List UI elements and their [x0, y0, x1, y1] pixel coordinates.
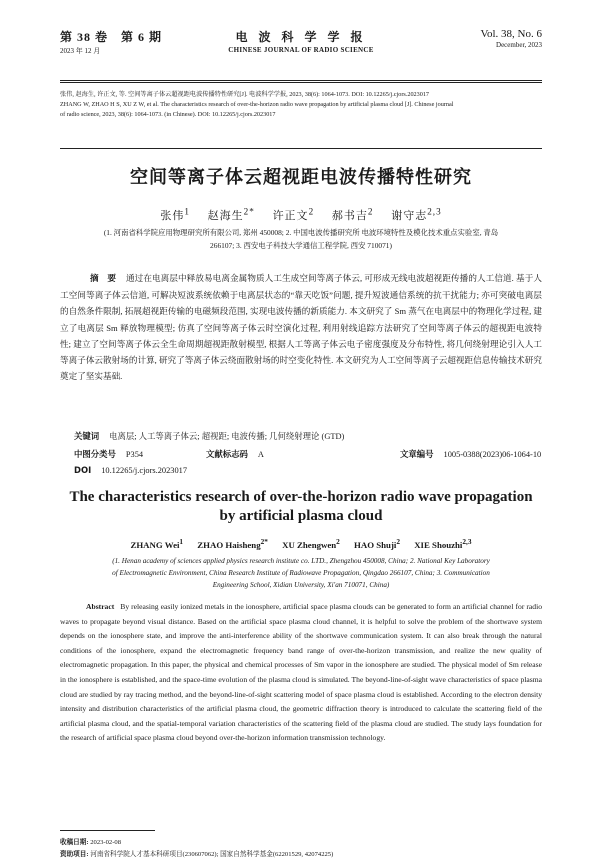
affiliations-en [60, 555, 542, 591]
authors-en [60, 537, 542, 550]
funding [60, 848, 542, 858]
affiliation-line: (1. 河南省科学院应用物理研究所有限公司, 郑州 450008; 2. 中国电波传播研究所 电波环境特性及模化技术重点实验室, 青岛 [103, 228, 499, 237]
doi-row [74, 465, 542, 475]
author-name: XIE Shouzhi [414, 539, 463, 550]
date-cn: 2023 年 12 月 [60, 47, 101, 55]
header-right [480, 28, 542, 49]
abstract-en-label: Abstract [86, 602, 115, 611]
citation-cn: 张伟, 赵海生, 许正文, 等. 空间等离子体云超视距电波传播特性研究[J]. 电波科学学报, 2023, 38(6): 1064-1073. DOI: 10.12265/j.cjors.2023017 [60, 91, 430, 98]
author-sup: 2,3 [462, 537, 472, 546]
author-cn [331, 206, 374, 222]
author-sup: 1 [179, 537, 184, 546]
received-label: 收稿日期: [60, 839, 89, 846]
author-en [130, 537, 184, 550]
author-name: XU Zhengwen [282, 539, 337, 550]
citation-en-line-2: of radio science, 2023, 38(6): 1064-1073. (in Chinese). DOI: 10.12265/j.cjors.2023017 [60, 111, 276, 118]
abstract-cn-text: 通过在电离层中释放易电离金属物质人工生成空间等离子体云, 可形成无线电波超视距传播的人工信道. 基于人工空间等离子体云信道, 可解决短波系统依赖于电离层状态的“靠天吃饭”问题, 提升短波通信系统的抗干扰能力; 亦可突破电离层的自然条件限制, 拓展超视距传输的电磁频段范围, 实现电波传播的新质能力. 本文研究了 Sm 蒸气在电离层中的物理化学过程, 建立了电离层 Sm 释放物理模型; 仿真了空间等离子体云时空演化过程, 利用射线追踪方法研究了空间等离子体云的超视距电波特性; 建立了空间等离子体云全生命周期超视距散射模型, 根据人工等离子体云电子密度强度及分布特性, 将几何绕射理论引入人工等离子体云散射场的计算, 研究了等离子体云绕面散射场的时空变化特性. 本文研究为人工空间等离子云超视距信息传输技术研究奠定了坚实基础. [60, 273, 542, 382]
author-name: 赵海生 [207, 209, 244, 222]
doc-code-value: A [257, 450, 264, 459]
author-name: 许正文 [272, 209, 309, 222]
author-name: ZHAO Haisheng [197, 539, 261, 550]
author-en [282, 537, 340, 550]
author-sup: 2 [396, 537, 400, 546]
abstract-en [60, 600, 542, 746]
author-sup: 1 [184, 206, 190, 216]
author-cn [272, 206, 315, 222]
doi-value: 10.12265/j.cjors.2023017 [101, 466, 188, 475]
author-sup: 2 [308, 206, 315, 216]
header-rule-bottom [60, 82, 542, 83]
received-date [60, 836, 542, 846]
funding-label: 资助项目: [60, 851, 89, 858]
affiliations-cn [60, 226, 542, 252]
received-value: 2023-02-08 [90, 839, 122, 846]
citation-rule [60, 148, 542, 149]
author-sup: 2* [243, 206, 255, 216]
article-no-field [400, 448, 541, 460]
author-cn [391, 206, 442, 222]
clc-field [74, 448, 143, 460]
author-cn [160, 206, 190, 222]
keywords [74, 430, 542, 442]
header-rule-top [60, 80, 542, 81]
affiliation-line: Engineering School, Xidian University, Xi'an 710071, China) [212, 581, 390, 589]
author-name: HAO Shuji [354, 539, 397, 550]
citation-en-line-1: ZHANG W, ZHAO H S, XU Z W, et al. The characteristics research of over-the-horizon radio wave propagation by artificial plasma cloud [J]. Chinese journal [60, 101, 454, 108]
doi-label: DOI [74, 465, 92, 475]
footnote-rule [60, 830, 155, 831]
clc-label: 中图分类号 [74, 449, 116, 459]
keywords-text: 电离层; 人工等离子体云; 超视距; 电波传播; 几何绕射理论 (GTD) [109, 432, 345, 441]
author-name: 郝书吉 [331, 209, 368, 222]
author-name: ZHANG Wei [130, 539, 180, 550]
journal-name-cn: 电 波 科 学 学 报 [235, 30, 367, 44]
volume-en: Vol. 38, No. 6 [480, 28, 542, 40]
author-cn [207, 206, 255, 222]
author-sup: 2 [336, 537, 340, 546]
abstract-cn-label: 摘 要 [90, 274, 116, 284]
article-no-value: 1005-0388(2023)06-1064-10 [443, 450, 542, 459]
author-en [414, 537, 472, 550]
title-cn: 空间等离子体云超视距电波传播特性研究 [130, 167, 472, 188]
keywords-label: 关键词 [74, 431, 100, 441]
journal-header [60, 22, 542, 62]
abstract-cn [60, 270, 542, 384]
clc-value: P354 [125, 450, 144, 459]
authors-cn [60, 206, 542, 223]
article-no-label: 文章编号 [400, 449, 434, 459]
citation-block [60, 90, 542, 120]
journal-name-en: CHINESE JOURNAL OF RADIO SCIENCE [228, 46, 374, 54]
funding-value: 河南省科学院人才基本科研项目(230607062); 国家自然科学基金(62201529, 42074225) [90, 851, 334, 858]
author-en [197, 537, 268, 550]
affiliation-line: (1. Henan academy of sciences applied physics research institute co. LTD., Zhengzhou 450008, China; 2. National Key Laboratory [112, 557, 490, 565]
title-en: The characteristics research of over-the-horizon radio wave propagation by artificial plasma cloud [69, 489, 533, 524]
affiliation-line: 266107; 3. 西安电子科技大学通信工程学院, 西安 710071) [210, 241, 392, 250]
doc-code-label: 文献标志码 [206, 449, 248, 459]
header-center [60, 28, 542, 54]
author-sup: 2 [367, 206, 374, 216]
abstract-en-text: By releasing easily ionized metals in the ionosphere, artificial space plasma clouds can be generated to form an artificial channel for radio waves to propagate beyond visual distance. Based on the artificial space plasma cloud channel, it is helpful to solve the problem of the shortwave system depends on the ionosphere state, and improve the anti-interference ability of the shortwave communication system. It can also break through the natural conditions of the ionosphere, expand the electromagnetic frequency band range of over-the-horizon transmission, and realize the new quality of electromagnetic propagation. In this paper, the physical and chemical processes of Sm vapor in the ionosphere are studied. The physical model of Sm release in the ionosphere is established, and the space-time evolution of the plasma cloud is simulated. The beyond-line-of-sight wave characteristics of space plasma cloud are studied by ray tracing method, and the beyond-line-of-sight scattering model of space plasma cloud is established. According to the electron density intensity and distribution characteristics of the artificial plasma cloud, the geometric diffraction theory is introduced to calculate the scattering field of the artificial plasma cloud, and the spatial-temporal variation characteristics of the scattering field of the plasma cloud are studied. The study lays foundation for the research of artificial space plasma cloud beyond over-the-horizon information transmission technology. [60, 602, 542, 743]
author-name: 谢守志 [391, 209, 428, 222]
author-en [354, 537, 400, 550]
author-sup: 2,3 [427, 206, 442, 216]
date-en: December, 2023 [496, 41, 542, 49]
doc-code-field [206, 448, 264, 460]
author-name: 张伟 [160, 209, 185, 222]
affiliation-line: of Electromagnetic Environment, China Research Institute of Radiowave Propagation, Qingdao 266107, China; 3. Communication [112, 569, 490, 577]
author-sup: 2* [260, 537, 268, 546]
volume-cn: 第 38 卷 第 6 期 [60, 30, 163, 44]
